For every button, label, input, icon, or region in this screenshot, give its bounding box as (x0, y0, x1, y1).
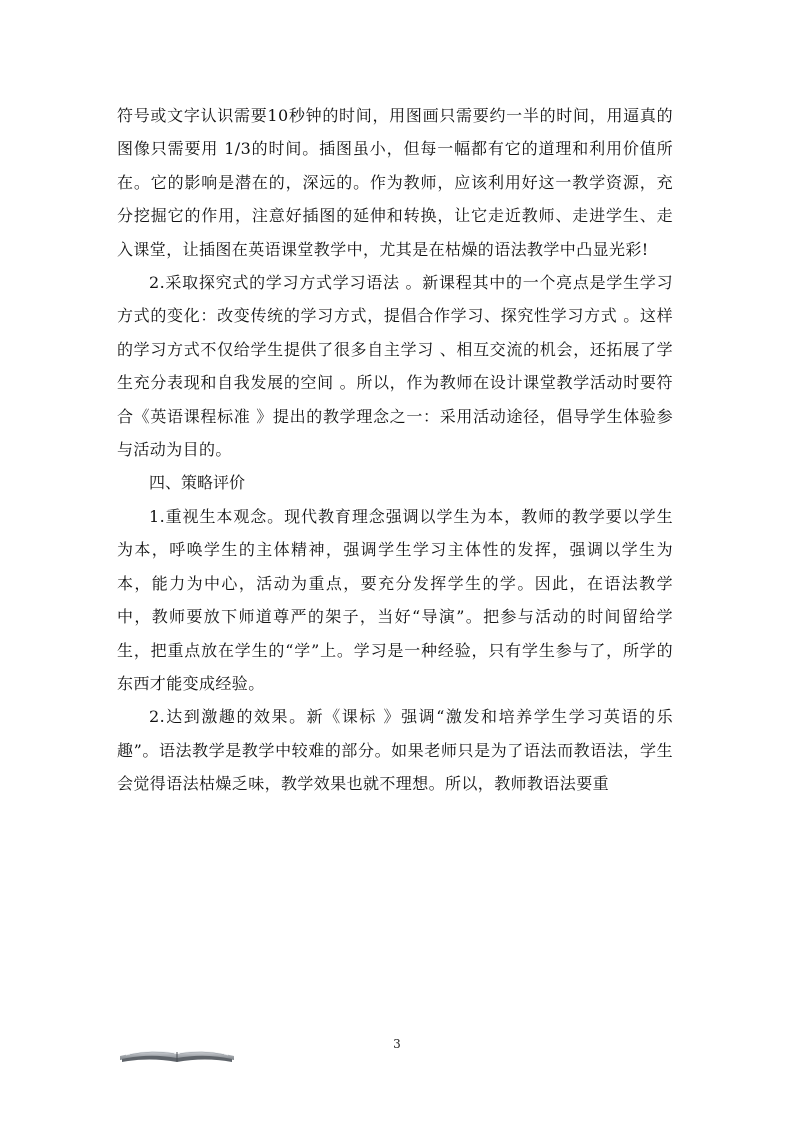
section-heading-strategy-evaluation: 四、策略评价 (149, 473, 246, 493)
paragraph-illustration-value: 符号或文字认识需要10秒钟的时间，用图画只需要约一半的时间，用逼真的图像只需要用 1/3的时间。插图虽小，但每一幅都有它的道理和利用价值所在。它的影响是潜在的，深远的。作为教师，应该利用好这一教学资源，充分挖掘它的作用，注意好插图的延伸和转换，让它走近教师、走进学生、走入课堂，让插图在英语课堂教学中，尤其是在枯燥的语法教学中凸显光彩! (117, 106, 673, 259)
paragraph-student-centered: 1.重视生本观念。现代教育理念强调以学生为本，教师的教学要以学生为本，呼唤学生的主体精神，强调学生学习主体性的发挥，强调以学生为本，能力为中心，活动为重点，要充分发挥学生的学。因此，在语法教学中，教师要放下师道尊严的架子，当好“导演”。把参与活动的时间留给学生，把重点放在学生的“学”上。学习是一种经验，只有学生参与了，所学的东西才能变成经验。 (117, 506, 673, 693)
page-number: 3 (393, 1037, 401, 1051)
paragraph-stimulate-interest: 2.达到激趣的效果。新《课标 》强调“激发和培养学生学习英语的乐趣”。语法教学是教学中较难的部分。如果老师只是为了语法而教语法，学生会觉得语法枯燥乏味，教学效果也就不理想。所以，教师教语法要重 (117, 707, 673, 794)
paragraph-inquiry-learning: 2.采取探究式的学习方式学习语法 。新课程其中的一个亮点是学生学习方式的变化：改变传统的学习方式，提倡合作学习、探究性学习方式 。这样的学习方式不仅给学生提供了很多自主学习 、相互交流的机会，还拓展了学生充分表现和自我发展的空间 。所以，作为教师在设计课堂教学活动时要符合《英语课程标准 》提出的教学理念之一：采用活动途径，倡导学生体验参与活动为目的。 (117, 273, 673, 460)
page-content (117, 99, 673, 801)
